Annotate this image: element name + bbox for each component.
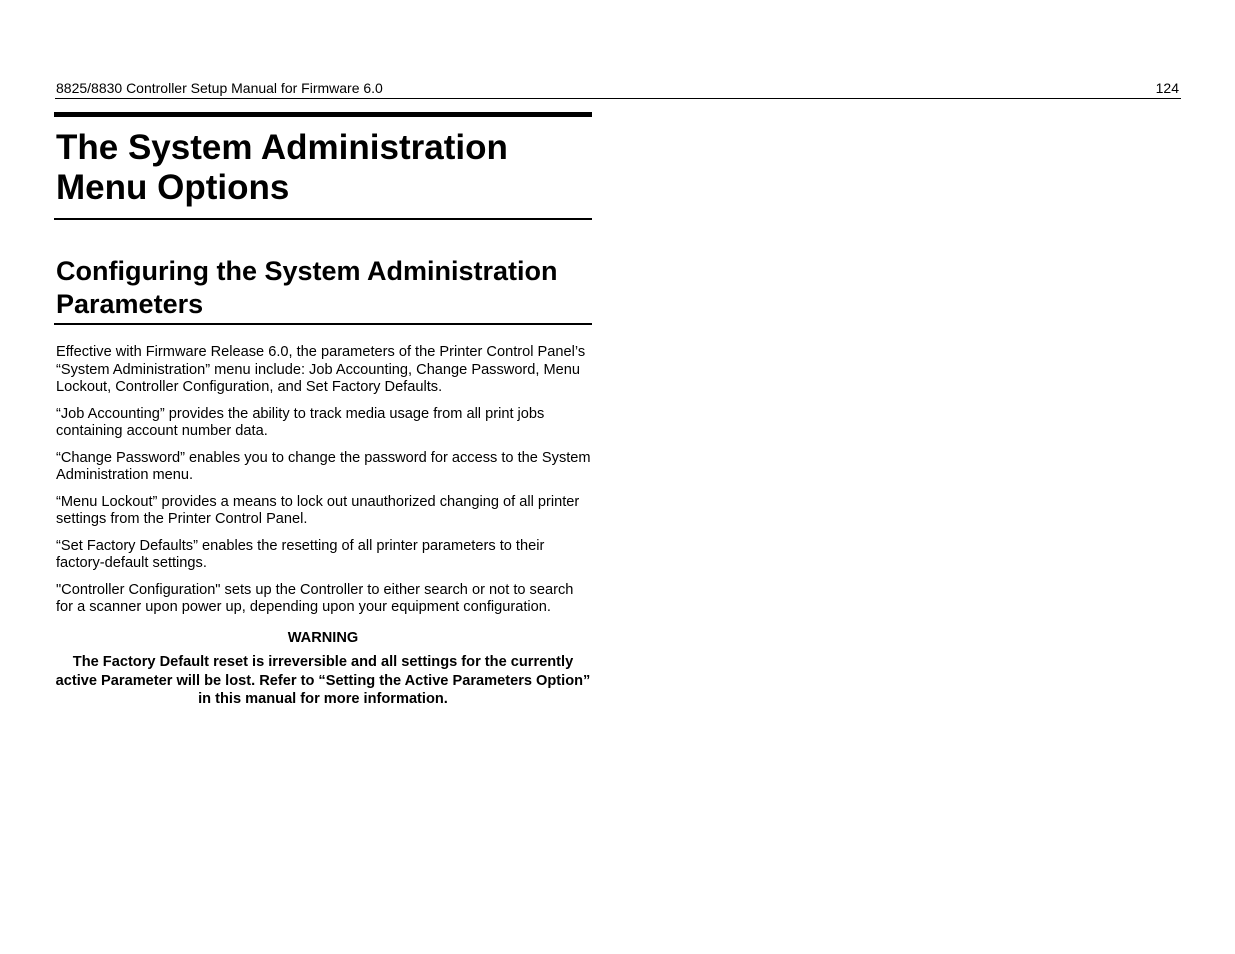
- chapter-rule-bottom: [54, 218, 592, 220]
- paragraph-intro: Effective with Firmware Release 6.0, the parameters of the Printer Control Panel’s “System Administration” menu include: Job Accounting, Change Password, Menu Lockout, Controller Configuration, and Set Factory Defaults.: [56, 344, 586, 395]
- paragraph-factory-defaults: “Set Factory Defaults” enables the resetting of all printer parameters to their factory-default settings.: [56, 537, 545, 571]
- paragraph-controller-configuration: "Controller Configuration" sets up the Controller to either search or not to search for a scanner upon power up, depending upon your equipment configuration.: [56, 581, 574, 615]
- manual-title: 8825/8830 Controller Setup Manual for Firmware 6.0: [56, 80, 383, 96]
- warning-title: WARNING: [287, 629, 359, 646]
- warning-text: The Factory Default reset is irreversible and all settings for the currently active Parameter will be lost. Refer to “Setting the Active Parameters Option” in this manual for more information.: [55, 654, 591, 707]
- section-rule: [54, 323, 592, 325]
- chapter-rule-top: [54, 112, 592, 117]
- content-column: [54, 112, 592, 709]
- chapter-title: The System Administration Menu Options: [56, 128, 508, 207]
- page-header: [55, 79, 1181, 99]
- page-number: 124: [1155, 80, 1179, 96]
- paragraph-change-password: “Change Password” enables you to change the password for access to the System Administration menu.: [56, 449, 591, 483]
- paragraph-menu-lockout: “Menu Lockout” provides a means to lock out unauthorized changing of all printer settings from the Printer Control Panel.: [56, 493, 580, 527]
- paragraph-job-accounting: “Job Accounting” provides the ability to track media usage from all print jobs containing account number data.: [56, 405, 545, 439]
- section-title: Configuring the System Administration Parameters: [56, 256, 558, 319]
